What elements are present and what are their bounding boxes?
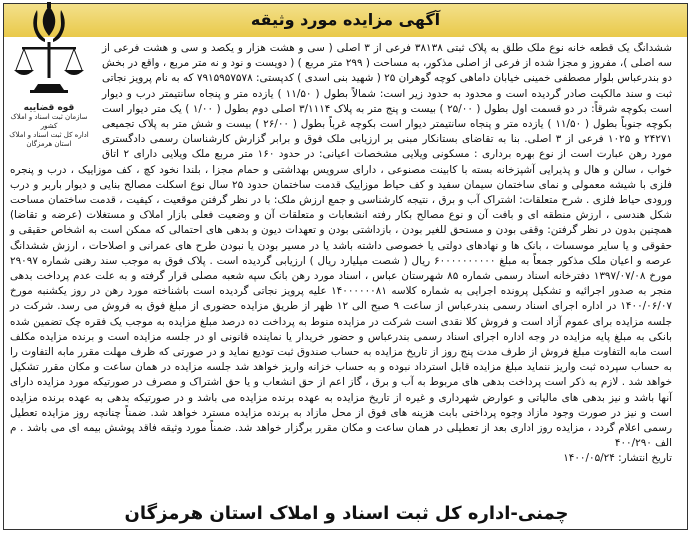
iran-emblem-and-scales-icon xyxy=(6,0,92,104)
notice-body xyxy=(10,41,672,467)
logo-caption xyxy=(6,104,92,149)
publish-date: تاریخ انتشار: ۱۴۰۰/۰۵/۲۴ xyxy=(563,452,672,465)
title-band xyxy=(4,4,687,37)
logo-caption-org: سازمان ثبت اسناد و املاک کشور xyxy=(10,113,88,130)
judiciary-logo xyxy=(6,0,92,155)
logo-caption-sub: اداره کل ثبت اسناد و املاک استان هرمزگان xyxy=(9,131,89,148)
notice-paragraph: ششدانگ یک قطعه خانه نوع ملک طلق به پلاک ثبتی ۳۸۱۳۸ فرعی از ۳ اصلی ( سی و هشت هزار و یکصد و سی و هشت فرعی از سه اصلی )، مفروز و مجزا شده از فرعی از اصلی مذکور، به مساحت ( ۲۹۹ متر مربع ) ( دویست و نود و نه متر مربع ، واقع در بخش دو بندرعباس بلوار مصطفی خمینی خیابان داماهی کوچه گوهران ۲۵ ( شهید بنی اسدی ) کدپستی: ۷۹۱۵۹۵۷۵۷۸ که به نام پرویز نجاتی ثبت و سند مالکیت صادر گردیده است و محدود به حدود زیر است: شمالاً بطول ( ۱۱/۵۰ ) یازده متر و پنجاه سانتیمتر درب و دیوار است بکوچه شرقاً: در دو قسمت اول بطول ( ۲۵/۰۰ ) بیست و پنج متر به پلاک ۳/۱۱۱۴ اصلی دوم بطول ( ۱/۰۰ ) یک متر دیوار است بکوچه جنوباً بطول ( ۱۱/۵۰ ) یازده متر و پنجاه سانتیمتر دیوار است بکوچه غرباً بطول ( ۲۶/۰۰ ) بیست و شش متر به پلاک تجمیعی ۲۴۲۷۱ و ۱۰۲۵ فرعی از ۳ اصلی. بنا به تقاضای بستانکار مبنی بر ارزیابی ملک فوق و برابر گزارش کارشناسان رسمی دادگستری مورد رهن عبارت است از نوع بهره برداری : مسکونی ویلایی مشخصات اعیانی: در حدود ۱۶۰ متر مربع ملک ویلایی دارای ۲ اتاق خواب ، سالن و هال و پذیرایی آشپزخانه بسته با کابینت مصنوعی ، دارای سرویس بهداشتی و حمام مجزا ، بلندا نخود کچ ، کف موزاییک ، درب و پنجره فلزی با شیشه معمولی و نمای ساختمان سیمان سفید و کف حیاط موزاییک قدمت ساختمان حدود ۲۵ سال نوع اسکلت مصالح بنایی و دیوار باربر و درب ورودی حیاط فلزی . شرح متعلقات: اشتراک آب و برق ، نتیجه کارشناسی و جمع ارزش ملک: با در نظر گرفتن موقعیت ، کیفیت ، قدمت ساختمان مساحت شکل هندسی ، ارزش منطقه ای و بافت آن و نوع مصالح بکار رفته انشعابات و متعلقات آن و وضعیت فعلی بازار املاک و مستغلات (عرضه و تقاضا) همچنین بدون در نظر گرفتن: وقفی بودن و مستحق للغیر بودن ، بازداشتی بودن و تعهدات دیون و بدهی های احتمالی که ممکن است به اشخاص حقیقی و حقوقی و یا سایر موسسات ، بانک ها و نهادهای دولتی یا خصوصی داشته باشد یا در مسیر بودن یا نبودن طرح های عمرانی و اصلاحات ، ارزش ششدانگ عرصه و اعیان ملک مذکور جمعاً به مبلغ ۶۰۰۰۰۰۰۰۰۰۰ ریال ( شصت میلیارد ریال ) ارزیابی گردیده است . پلاک فوق به موجب سند رهنی شماره ۲۹۰۹۷ مورخ ۱۳۹۷/۰۷/۰۸ دفترخانه اسناد رسمی شماره ۸۵ شهرستان عباس ، اسناد مورد رهن بانک سپه شعبه مصلی قرار گرفته و به علت عدم پرداخت بدهی منجر به صدور اجرائیه و تشکیل پرونده اجرایی به شماره کلاسه ۱۴۰۰۰۰۰۰۸۱ علیه پرویز نجاتی گردیده است باشناخته مورد رهن در روز یکشنبه مورخ ۱۴۰۰/۰۶/۰۷ در اداره اجرای اسناد رسمی بندرعباس از ساعت ۹ صبح الی ۱۲ ظهر از طریق مزایده حضوری از مبلغ فوق به فروش می رسد. شرکت در جلسه مزایده برای عموم آزاد است و فروش کلا نقدی است شرکت در مزایده منوط به پرداخت ده درصد مبلغ مزایده به موجب یک فقره چک تضمین شده بانکی به مبلغ پایه مزایده در وجه اداره اجرای اسناد رسمی بندرعباس و حضور خریدار یا نماینده قانونی او در جلسه مزایده است و برنده مزایده مکلف است مابه التفاوت مبلغ فروش از طرف مدت پنج روز از تاریخ مزایده به حساب صندوق ثبت تودیع نماید و در صورتی که ظرف مهلت مقرر مابه التفاوت را به حساب سپرده ثبت واریز ننماید مبلغ مزایده قابل استرداد نبوده و به حساب خزانه واریز خواهد شد جلسه مزایده در همان ساعت و مکان مقرر تشکیل خواهد شد . لازم به ذکر است پرداخت بدهی های مربوط به آب و برق ، گاز اعم از حق انشعاب و یا حق اشتراک و مصرف در صورتیکه مورد مزایده دارای آنها باشد و نیز بدهی های مالیاتی و عوارض شهرداری و غیره از تاریخ مزایده به عهده برنده مزایده می باشد و در صورتیکه بدهی به عهده برنده مزایده است و نیز در صورت وجود مازاد وجوه پرداختی بابت هزینه های فوق از محل مازاد به برنده مزایده مسترد خواهد شد. ضمناً چنانچه روز مزایده تعطیل رسمی اعلام گردد ، مزایده روز اداری بعد از تعطیلی در همان ساعت و مکان مقرر برگزار خواهد شد. ضمناً مورد وثیقه فاقد پوشش بیمه ای می باشد . م الف ۴۰۰/۲۹۰ xyxy=(10,42,673,450)
notice-title: آگهی مزایده مورد وثیقه xyxy=(250,10,441,29)
notice-footer: چمنی-اداره کل ثبت اسناد و املاک استان هرمزگان xyxy=(124,503,569,524)
logo-caption-name: قوه قضاییه xyxy=(23,103,75,113)
